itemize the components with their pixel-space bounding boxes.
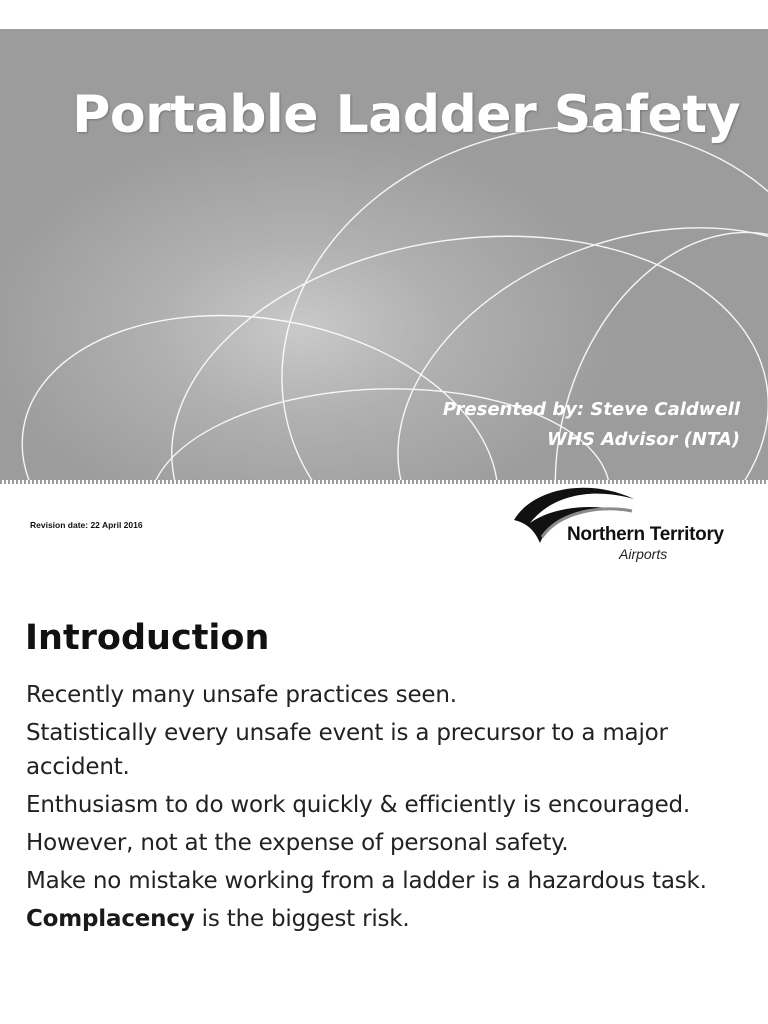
list-item: Statistically every unsafe event is a precursor to a major accident.	[26, 720, 668, 780]
introduction-slide	[0, 600, 768, 1024]
presenter-info	[443, 395, 740, 455]
company-logo	[512, 477, 752, 567]
presentation-title: Portable Ladder Safety	[72, 85, 740, 145]
slide-heading: Introduction	[25, 618, 270, 658]
bullet-list	[26, 678, 746, 940]
presenter-role: WHS Advisor (NTA)	[547, 429, 740, 450]
title-slide	[0, 29, 768, 585]
logo-subtitle: Airports	[619, 546, 668, 562]
bold-keyword: Complacency	[26, 906, 195, 932]
list-item: However, not at the expense of personal safety.	[26, 830, 569, 856]
presenter-name: Presented by: Steve Caldwell	[442, 399, 740, 420]
list-item: Make no mistake working from a ladder is a hazardous task.	[26, 868, 707, 894]
list-item: Recently many unsafe practices seen.	[26, 682, 457, 708]
list-item: Enthusiasm to do work quickly & efficiently is encouraged.	[26, 792, 691, 818]
logo-name: Northern Territory	[567, 524, 724, 545]
bullet-rest: is the biggest risk.	[194, 906, 410, 932]
revision-date: Revision date: 22 April 2016	[30, 520, 143, 530]
title-banner	[0, 29, 768, 480]
list-item	[26, 902, 746, 936]
